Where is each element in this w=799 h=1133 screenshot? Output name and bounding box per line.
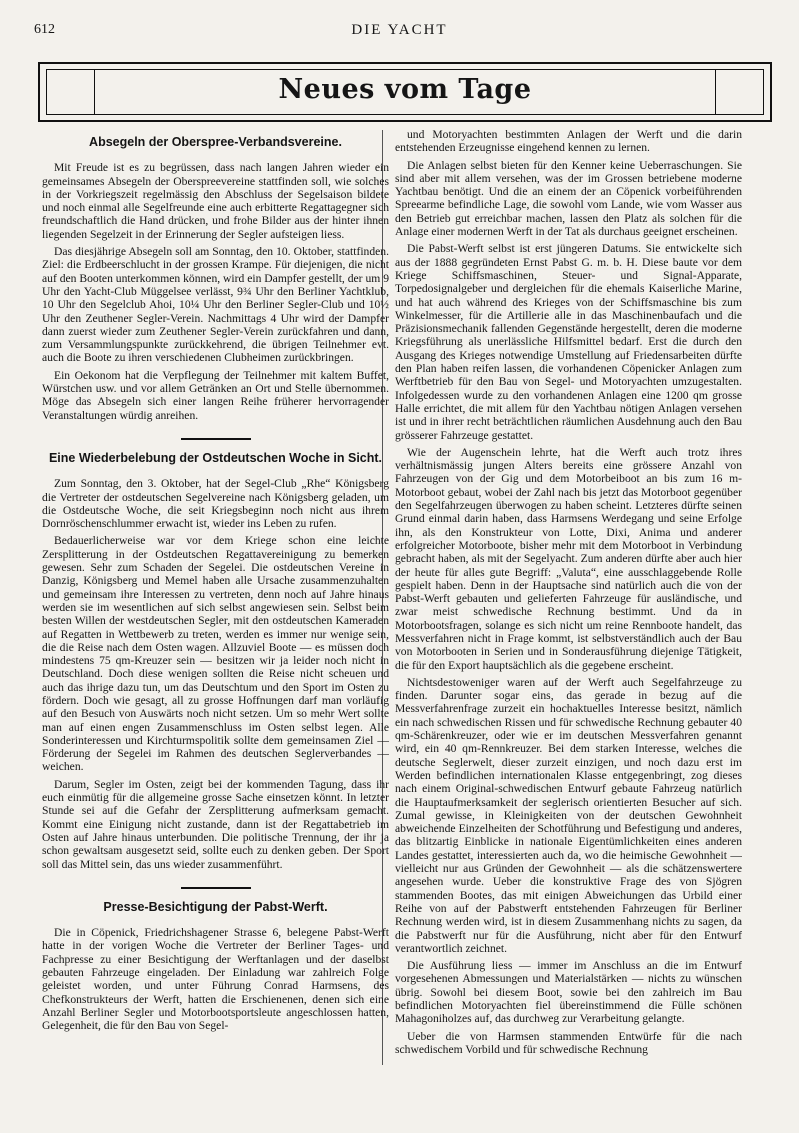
body-paragraph: Mit Freude ist es zu begrüssen, dass nach langen Jahren wieder ein gemeinsames Absegeln der Oberspreevereine stattfinden soll, wie solches in der Vorkriegszeit regelmässig den Abschluss der Segelsaison bildete und noch einmal alle Segelfreunde eine auch erbitterte Regattagegner sich freundschaftlich die Hand drücken, und frohe Bilder aus der hinter ihnen liegenden Segelzeit in der Erinnerung der Segler aufsteigen liess. (42, 161, 389, 241)
running-title: DIE YACHT (351, 22, 448, 38)
body-paragraph: Ueber die von Harmsen stammenden Entwürfe für die nach schwedischem Vorbild und für schwedische Rechnung (395, 1029, 742, 1056)
left-column (42, 128, 389, 1133)
right-column (395, 128, 742, 1133)
body-paragraph: Wie der Augenschein lehrte, hat die Werft auch trotz ihres verhältnismässig jungen Alters bereits eine grössere Anzahl von Fahrzeugen von der Gig und dem Motorbeiboot an bis zum 16 m-Motorboot gebaut, wobei der Zahl nach bis jetzt das Motorboot gegenüber den Segelfahrzeugen überwogen zu haben scheint. Letzteres dürfte seinen Grund einmal darin haben, dass Harmsens Werdegang und seine Erfolge ihn, als den Konstrukteur von Lotte, Dixi, Anima und anderer erfolgreicher Motorboote, bisher mehr mit dem Motorboot in Verbindung gebracht haben, als mit der Segelyacht. Zum anderen dürfte aber auch hier der heute für alles gute Begriff: „Valuta“, eine ausschlaggebende Rolle gespielt haben. Denn in der Hauptsache sind natürlich auch die von der Pabst-Werft gebauten und gelieferten Fahrzeuge für ausländische, und zwar meist schwedische Rechnung bestimmt. Und da in Motorbootsfragen, solange es sich nicht um reine Rennboote handelt, das Messverfahren nicht in Frage kommt, ist selbstverständlich auch der Bau von Motorbooten in Serien und in Sonderausführung diejenige Tätigkeit, die für den Export hauptsächlich als die gegebene erscheint. (395, 445, 742, 672)
body-paragraph: Die Anlagen selbst bieten für den Kenner keine Ueberraschungen. Sie sind aber mit allem versehen, was der im Grossen betriebene moderne Yachtbau benötigt. Und die an einem der an Cöpenick vorbeiführenden Spreearme befindliche Lage, die sowohl vom Lande, wie vom Wasser aus den Betrieb gut erreichbar machen, lassen den Platz als solchen für die Anlage einer modernen Werft in der Tat als durchaus geeignet erscheinen. (395, 158, 742, 239)
body-paragraph: und Motoryachten bestimmten Anlagen der Werft und die darin entstehenden Erzeugnisse eingehend kennen zu lernen. (395, 128, 742, 155)
article-heading: Eine Wiederbelebung der Ostdeutschen Woche in Sicht. (48, 450, 383, 465)
body-paragraph: Darum, Segler im Osten, zeigt bei der kommenden Tagung, dass ihr euch einmütig für die allgemeine grosse Sache einsetzen könnt. In letzter Stunde sei auf die Gefahr der Zersplitterung aufmerksam gemacht. Kommt eine Einigung nicht zustande, dann ist der Regattabetrieb im Osten auf Jahre hinaus unterbunden. Die politische Trennung, der ihr ja schon gewaltsam ausgesetzt seid, sollte euch zu denken geben. Der Sport soll das Mittel sein, das uns wieder zusammenführt. (42, 777, 389, 871)
body-paragraph: Ein Oekonom hat die Verpflegung der Teilnehmer mit kaltem Buffet, Würstchen usw. und vor allem Getränken an Ort und Stelle übernommen. Möge das Absegeln sich einer langen Reihe früherer hervorragender Veranstaltungen würdig anreihen. (42, 368, 389, 422)
section-divider (181, 438, 251, 440)
article-heading: Absegeln der Oberspree-Verbandsvereine. (89, 135, 342, 149)
body-paragraph: Die Pabst-Werft selbst ist erst jüngeren Datums. Sie entwickelte sich aus der 1888 gegründeten Ernst Pabst G. m. b. H. Diese baute vor dem Kriege Schiffsmaschinen, Steuer- und Signal-Apparate, Torpedosignalgeber und dergleichen für die ehemals Kaiserliche Marine, und hat auch während des Krieges von der Schiffsmaschine bis zum Winkelmesser, für die Artillerie alle in das Maschinenbaufach und die Präzisionsmechanik fallenden Gegenstände hergestellt, deren die moderne Kriegsführung als unerlässliche Hilfsmittel bedarf. Erst die durch den Ausgang des Krieges notwendige Umstellung auf Friedensarbeiten dürfte den Plan haben reifen lassen, die vorhandenen Cöpenicker Anlagen zum Werftbetrieb für den Bau von Segel- und Motoryachten umzugestalten. Infolgedessen wurde zu den vorhandenen Anlagen eine 1200 qm grosse Halle errichtet, die mit allem für den Yachtbau nötigen Anlagen versehen ist und in ihrer recht beträchtlichen räumlichen Ausdehnung auch den Bau grösserer Fahrzeuge gestattet. (395, 242, 742, 442)
body-paragraph: Nichtsdestoweniger waren auf der Werft auch Segelfahrzeuge zu finden. Darunter sogar eins, das gerade in bezug auf die Messverfahrenfrage zurzeit ein hochaktuelles Interesse besitzt, nämlich ein nach schwedischen Rissen und für schwedische Rechnung gebauter 40 qm-Schärenkreuzer, oder wie er im deutschen Messverfahren genannt wird, ein 40 qm-Rennkreuzer. Bei dem starken Interesse, welches die deutsche Seglerwelt, dieser zurzeit einzigen, und noch dazu erst im Werden befindlichen internationalen Klasse entgegenbringt, zog dieses nach einem Original-schwedischen Entwurf gebaute Fahrzeug natürlich die Hauptaufmerksamkeit der seglerisch orientierten Besucher auf sich. Zumal gewisse, in Kleinigkeiten von der deutschen Gewohnheit abweichende Einzelheiten der Schotführung und Befestigung und anderes, das blitzartig Einblicke in nationale Eigentümlichkeiten eines anderen Landes gestattet, interessierten auch da, wo die heimische Gewohnheit — vielleicht nur aus Gründen der Gewohnheit — als die schätzenswertere angesehen wurde. Ueber die konstruktive Frage des von Sjögren stammenden Bootes, das mit einigen Abweichungen das Urbild einer Reihe von auf der Pabstwerft entstehenden Fahrzeugen für Berliner Rechnung werden wird, ist in diesem Zusammenhang nichts zu sagen, da die Pabstwerft nur für die Ausführung, nicht aber für den Entwurf verantwortlich zeichnet. (395, 675, 742, 955)
body-paragraph: Das diesjährige Absegeln soll am Sonntag, den 10. Oktober, stattfinden. Ziel: die Erdbeerschlucht in der grossen Krampe. Für diejenigen, die nicht auf den Booten unterkommen können, wird ein Dampfer gestellt, der um 9 Uhr den Yacht-Club Müggelsee verlässt, 9¾ Uhr den Berliner Yachtklub, 10 Uhr den Segelclub Ahoi, 10¼ Uhr den Berliner Segler-Club und 10½ Uhr den Zeuthener Segler-Verein. Nachmittags 4 Uhr wird der Dampfer dann zuerst wieder zum Zeuthener Segler-Verein zurückfahren und dann, zum Versammlungspunkte zurückkehrend, die übrigen Teilnehmer evt. auch die Boote zu ihren verschiedenen Clubheimen zurückbringen. (42, 245, 389, 365)
body-paragraph: Die in Cöpenick, Friedrichshagener Strasse 6, belegene Pabst-Werft hatte in der vorigen Woche die Vertreter der Berliner Tages- und Fachpresse zu einer Besichtigung der Werftanlagen und der daselbst gebauten Fahrzeuge eingeladen. Der Einladung war zahlreich Folge geleistet worden, und unter Führung Conrad Harmsens, des Chefkonstrukteurs der Werft, hatten die Erschienenen, denen sich eine Anzahl Berliner Segler und Motorbootsportsleute angeschlossen hatten, Gelegenheit, die für den Bau von Segel- (42, 926, 389, 1033)
masthead-title: Neues vom Tage (278, 74, 532, 105)
section-divider (181, 887, 251, 889)
body-paragraph: Bedauerlicherweise war vor dem Kriege schon eine leichte Zersplitterung in der Ostdeutschen Regattavereinigung zu bemerken gewesen. Sehr zum Schaden der Segelei. Die ostdeutschen Vereine in Danzig, Königsberg und Memel haben alle Ursache zusammenzuhalten und gemeinsam ihre Interessen zu vertreten, denn noch auf Jahre hinaus werden sie im wesentlichen auf sich selbst angewiesen sein. Selbst beim besten Willen der westdeutschen Segler, mit den ostdeutschen Kameraden auf Regatten in Wettbewerb zu treten, werden es immer nur wenige sein, die die Reise nach dem Osten wagen. Allzuviel Boote — es müssen doch mindestens 75 qm-Kreuzer sein — besitzen wir ja leider noch nicht in Deutschland. Doch diese wenigen sollten die Reise nicht scheuen und auch das ihrige dazu tun, um das Deutschtum und den Sport im Osten zu fördern. Doch wie gesagt, all zu grosse Hoffnungen darf man vorläufig auf den Besuch von Auswärts noch nicht setzen. Um so mehr Wert sollte man auf einen engen Zusammenschluss im Osten selbst legen. Alle Sonderinteressen und Kirchturmspolitik sollte dem gemeinsamen Ziel — Förderung der Segelei im Rahmen des deutschen Seglerverbandes — weichen. (42, 534, 389, 774)
article-heading: Presse-Besichtigung der Pabst-Werft. (103, 899, 328, 914)
masthead-box (38, 62, 772, 122)
body-paragraph: Die Ausführung liess — immer im Anschluss an die im Entwurf vorgesehenen Abmessungen und Materialstärken — nichts zu wünschen übrig. Sowohl bei diesem Boot, sowie bei den zahlreich im Bau befindlichen Motoryachten fiel übereinstimmend die Fülle schönen Mahagoniholzes auf, das durchweg zur Verarbeitung gelangte. (395, 959, 742, 1026)
page-number: 612 (34, 22, 55, 37)
body-paragraph: Zum Sonntag, den 3. Oktober, hat der Segel-Club „Rhe“ Königsberg die Vertreter der ostdeutschen Segelvereine nach Königsberg geladen, um die Ostdeutsche Woche, die seit Kriegsbeginn noch nicht aus ihrem Dornröschenschlummer erwacht ist, wieder ins Leben zu rufen. (42, 477, 389, 531)
